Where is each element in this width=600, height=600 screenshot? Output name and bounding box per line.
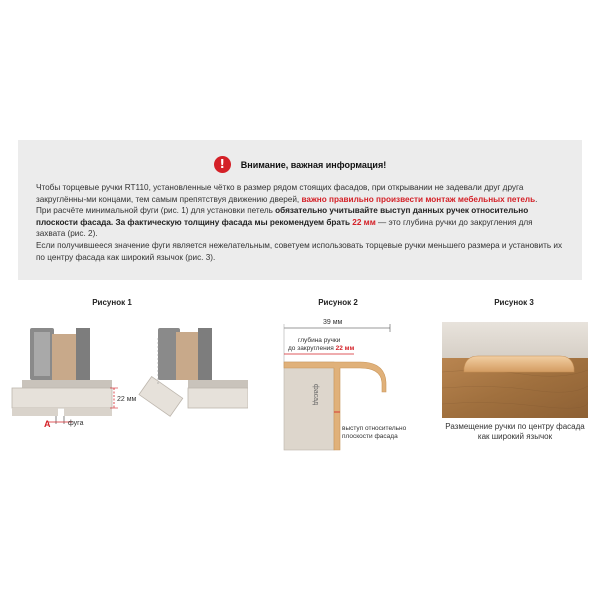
- hinge-closed: [12, 328, 112, 416]
- notice-body: [36, 182, 564, 263]
- handle-tongue: [464, 356, 574, 372]
- protrusion-label-line1: выступ относительно: [342, 425, 407, 432]
- gap-label: фуга: [68, 420, 84, 427]
- exclamation-icon: !: [214, 156, 231, 173]
- gap-marker: [44, 416, 84, 429]
- facade-label: фасад: [312, 384, 319, 406]
- a-label: A: [44, 419, 51, 429]
- dimension-label: 22 мм: [117, 396, 137, 403]
- figure-1-title: Рисунок 1: [92, 298, 132, 307]
- facade-panel: [284, 362, 334, 450]
- figure-3-title: Рисунок 3: [494, 298, 534, 307]
- depth-dimension: [284, 336, 354, 354]
- figure-3-caption: Размещение ручки по центру фасада как широкий язычок: [445, 422, 585, 441]
- figure-2-diagram: [268, 312, 438, 452]
- figure-3-photo: [442, 322, 588, 418]
- protrusion-label-line2: плоскости фасада: [342, 433, 398, 440]
- notice-title: Внимание, важная информация!: [240, 159, 387, 170]
- notice-paragraph-2: При расчёте минимальной фуги (рис. 1) для установки петель обязательно учитывайте выступ данных ручек относительно плоскости фасада. За фактическую толщину фасада мы рекомендуем брать 22 мм — это глубина ручки до закругления для захвата (рис. 2).: [36, 206, 533, 239]
- depth-label-line2: до закругления 22 мм: [288, 345, 355, 352]
- figure-2-title: Рисунок 2: [318, 298, 358, 307]
- notice-paragraph-3: Если получившееся значение фуги является нежелательным, советуем использовать торцевые ручки меньшего размера и установить их по центру фасада как широкий язычок (рис. 3).: [36, 240, 563, 262]
- wall-background: [442, 322, 588, 358]
- depth-label-line1: глубина ручки: [298, 337, 341, 344]
- dimension-22mm: [110, 388, 137, 408]
- notice-panel: [18, 140, 582, 280]
- notice-header: [36, 156, 564, 173]
- notice-paragraph-1: Чтобы торцевые ручки RT110, установленные чётко в размер рядом стоящих фасадов, при открывании не задевали друг друга закруглённы-ми концами, тем самым препятствуя движению дверей, важно правильно произвести монтаж мебельных петель.: [36, 183, 538, 204]
- hinge-open: [139, 328, 248, 416]
- figure-1-diagram: [8, 320, 248, 440]
- width-label: 39 мм: [323, 319, 343, 326]
